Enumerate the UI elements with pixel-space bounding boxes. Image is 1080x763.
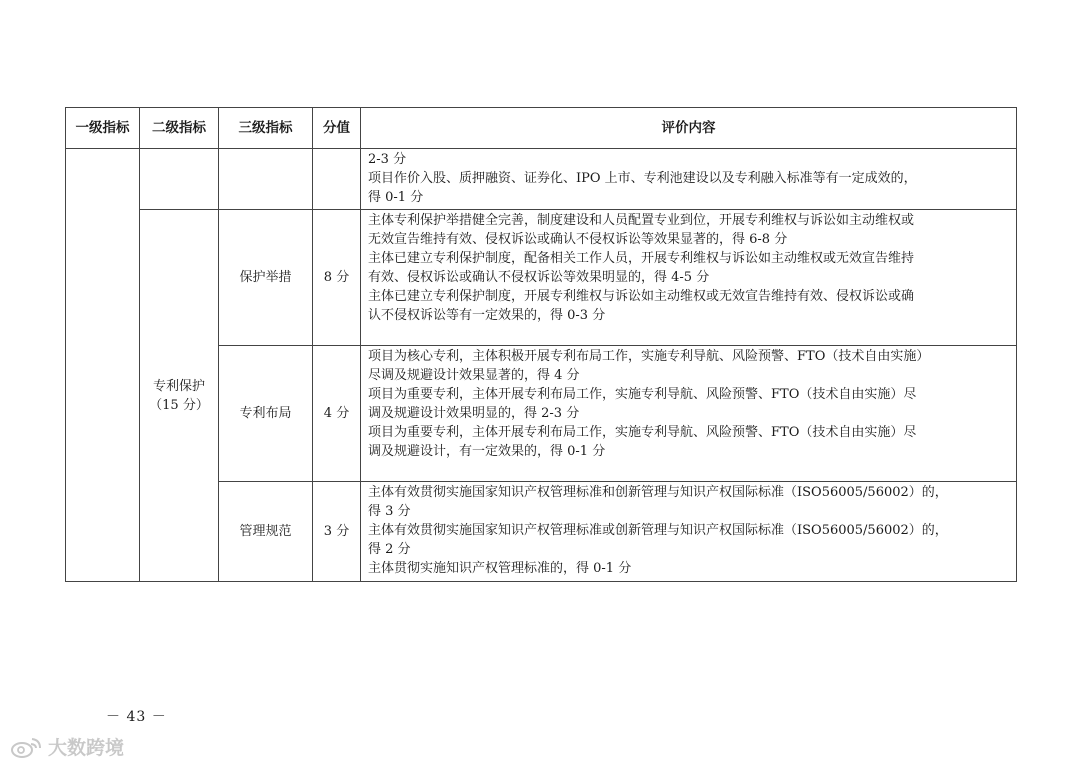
header-content: 评价内容	[361, 108, 1017, 149]
level2-cell-empty	[140, 149, 219, 210]
header-level2: 二级指标	[140, 108, 219, 149]
content-line: 调及规避设计效果明显的，得 2-3 分	[368, 406, 580, 421]
content-line: 有效、侵权诉讼或确认不侵权诉讼等效果明显的，得 4-5 分	[368, 270, 710, 285]
content-line: 调及规避设计，有一定效果的，得 0-1 分	[368, 444, 606, 459]
content-line: 主体有效贯彻实施国家知识产权管理标准和创新管理与知识产权国际标准（ISO56005/56002）的，	[368, 485, 948, 500]
score-cell: 3 分	[313, 482, 361, 582]
content-line: 认不侵权诉讼等有一定效果的，得 0-3 分	[368, 308, 606, 323]
header-row	[66, 108, 1017, 149]
content-cell	[361, 346, 1017, 482]
level2-cell-patent-protection	[140, 210, 219, 582]
content-line: 主体已建立专利保护制度，开展专利维权与诉讼如主动维权或无效宣告维持有效、侵权诉讼或确	[368, 289, 915, 304]
level3-cell: 管理规范	[219, 482, 313, 582]
level3-cell: 专利布局	[219, 346, 313, 482]
content-line: 项目为重要专利，主体开展专利布局工作，实施专利导航、风险预警、FTO（技术自由实施）尽	[368, 387, 917, 402]
content-line: 主体有效贯彻实施国家知识产权管理标准或创新管理与知识产权国际标准（ISO56005/56002）的，	[368, 523, 948, 538]
content-line: 主体已建立专利保护制度，配备相关工作人员，开展专利维权与诉讼如主动维权或无效宣告维持	[368, 251, 915, 266]
header-level3: 三级指标	[219, 108, 313, 149]
watermark	[10, 733, 124, 760]
content-line: 得 3 分	[368, 504, 411, 519]
level1-cell	[66, 149, 140, 582]
content-line: 主体贯彻实施知识产权管理标准的，得 0-1 分	[368, 561, 632, 576]
page-number: － 43 －	[106, 709, 167, 725]
level2-name: 专利保护	[152, 378, 205, 394]
table-row-continuation	[66, 149, 1017, 210]
content-line: 尽调及规避设计效果显著的，得 4 分	[368, 368, 580, 383]
level2-points: （15 分）	[149, 397, 209, 413]
content-line: 2-3 分	[368, 152, 407, 167]
weibo-logo-icon	[10, 735, 44, 759]
level3-cell-empty	[219, 149, 313, 210]
content-line: 项目作价入股、质押融资、证券化、IPO 上市、专利池建设以及专利融入标准等有一定成效的，	[368, 171, 917, 186]
content-line: 项目为核心专利，主体积极开展专利布局工作，实施专利导航、风险预警、FTO（技术自由实施）	[368, 349, 930, 364]
content-cell	[361, 210, 1017, 346]
score-cell: 4 分	[313, 346, 361, 482]
content-cell	[361, 482, 1017, 582]
content-line: 项目为重要专利，主体开展专利布局工作，实施专利导航、风险预警、FTO（技术自由实施）尽	[368, 425, 917, 440]
content-line: 无效宣告维持有效、侵权诉讼或确认不侵权诉讼等效果显著的，得 6-8 分	[368, 232, 788, 247]
score-cell-empty	[313, 149, 361, 210]
table-row-protection-measures	[66, 210, 1017, 346]
header-level1: 一级指标	[66, 108, 140, 149]
score-cell: 8 分	[313, 210, 361, 346]
content-line: 得 2 分	[368, 542, 411, 557]
watermark-text: 大数跨境	[48, 737, 125, 759]
content-line: 主体专利保护举措健全完善，制度建设和人员配置专业到位，开展专利维权与诉讼如主动维权或	[368, 213, 915, 228]
content-cell-continuation	[361, 149, 1017, 210]
level3-cell: 保护举措	[219, 210, 313, 346]
header-score: 分值	[313, 108, 361, 149]
evaluation-table	[65, 107, 1017, 582]
content-line: 得 0-1 分	[368, 190, 424, 205]
